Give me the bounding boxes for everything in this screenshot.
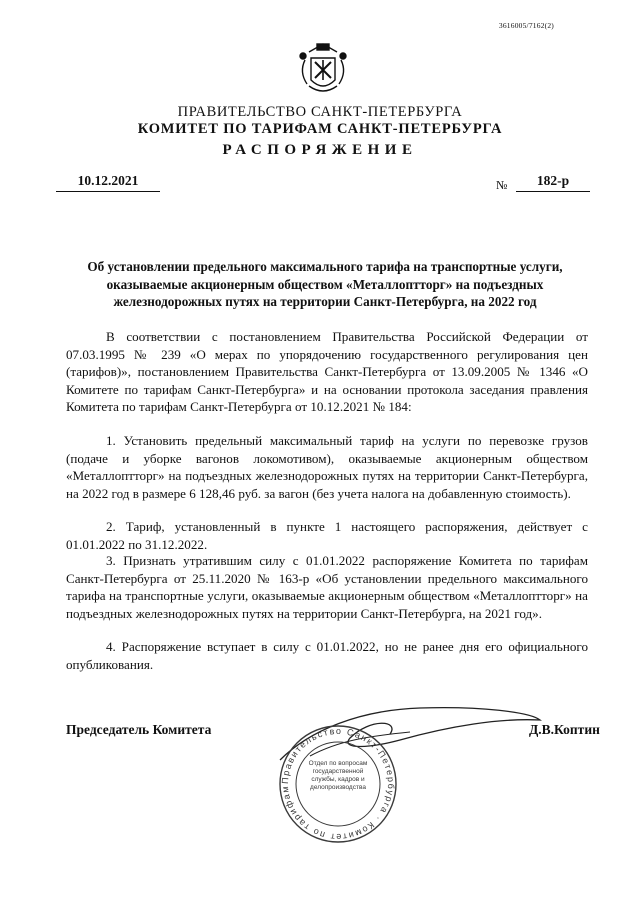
stamp-inner-text: Отдел по вопросам государственной службы, кадров и делопроизводства	[308, 760, 368, 791]
paragraph-1: 1. Установить предельный максимальный тариф на услуги по перевозке грузов (подаче и уборке вагонов локомотивом), оказываемые акционерным обществом «Металлоптторг» на подъездных железнодорожных путях на территории Санкт-Петербурга, на 2022 год в размере 6 128,46 руб. за вагон (без учета налога на добавленную стоимость).	[66, 433, 588, 501]
paragraph-4: 4. Распоряжение вступает в силу с 01.01.2022, но не ранее дня его официального опубликования.	[66, 639, 588, 672]
preamble-paragraph: В соответствии с постановлением Правительства Российской Федерации от 07.03.1995 № 239 «О мерах по упорядочению государственного регулирования цен (тарифов)», постановлением Правительства Санкт-Петербурга от 13.09.2005 № 1346 «О Комитете по тарифам Санкт-Петербурга» и на основании протокола заседания правления Комитета по тарифам Санкт-Петербурга от 10.12.2021 № 184:	[66, 329, 588, 415]
signatory-title: Председатель Комитета	[66, 722, 212, 737]
signatory-name: Д.В.Коптин	[529, 722, 600, 737]
paragraph-3: 3. Признать утратившим силу с 01.01.2022 распоряжение Комитета по тарифам Санкт-Петербурга от 25.11.2020 № 163-р «Об установлении предельного максимального тарифа на транспортные услуги, оказываемые акционерным обществом «Металлоптторг» на подъездных железнодорожных путях на территории Санкт-Петербурга, на 2021 год».	[66, 553, 588, 621]
coat-of-arms-icon	[291, 38, 355, 102]
document-number: 182-р	[516, 173, 590, 192]
stamp-outer-text: Правительство Санкт-Петербурга · Комитет по тарифам	[279, 725, 397, 843]
paragraph-2: 2. Тариф, установленный в пункте 1 настоящего распоряжения, действует с 01.01.2022 по 31.12.2022.	[66, 519, 588, 552]
document-id: 3616005/7162(2)	[498, 21, 554, 30]
document-type: РАСПОРЯЖЕНИЕ	[222, 142, 418, 158]
number-sign: №	[496, 178, 508, 192]
official-stamp	[276, 722, 400, 846]
government-name: ПРАВИТЕЛЬСТВО САНКТ-ПЕТЕРБУРГА	[177, 104, 463, 120]
committee-name: КОМИТЕТ ПО ТАРИФАМ САНКТ-ПЕТЕРБУРГА	[137, 121, 503, 137]
document-subject: Об установлении предельного максимального тарифа на транспортные услуги, оказываемые акционерным обществом «Металлоптторг» на подъездных железнодорожных путях на территории Санкт-Петербурга, на 2022 год	[87, 259, 563, 309]
document-date: 10.12.2021	[56, 173, 160, 192]
